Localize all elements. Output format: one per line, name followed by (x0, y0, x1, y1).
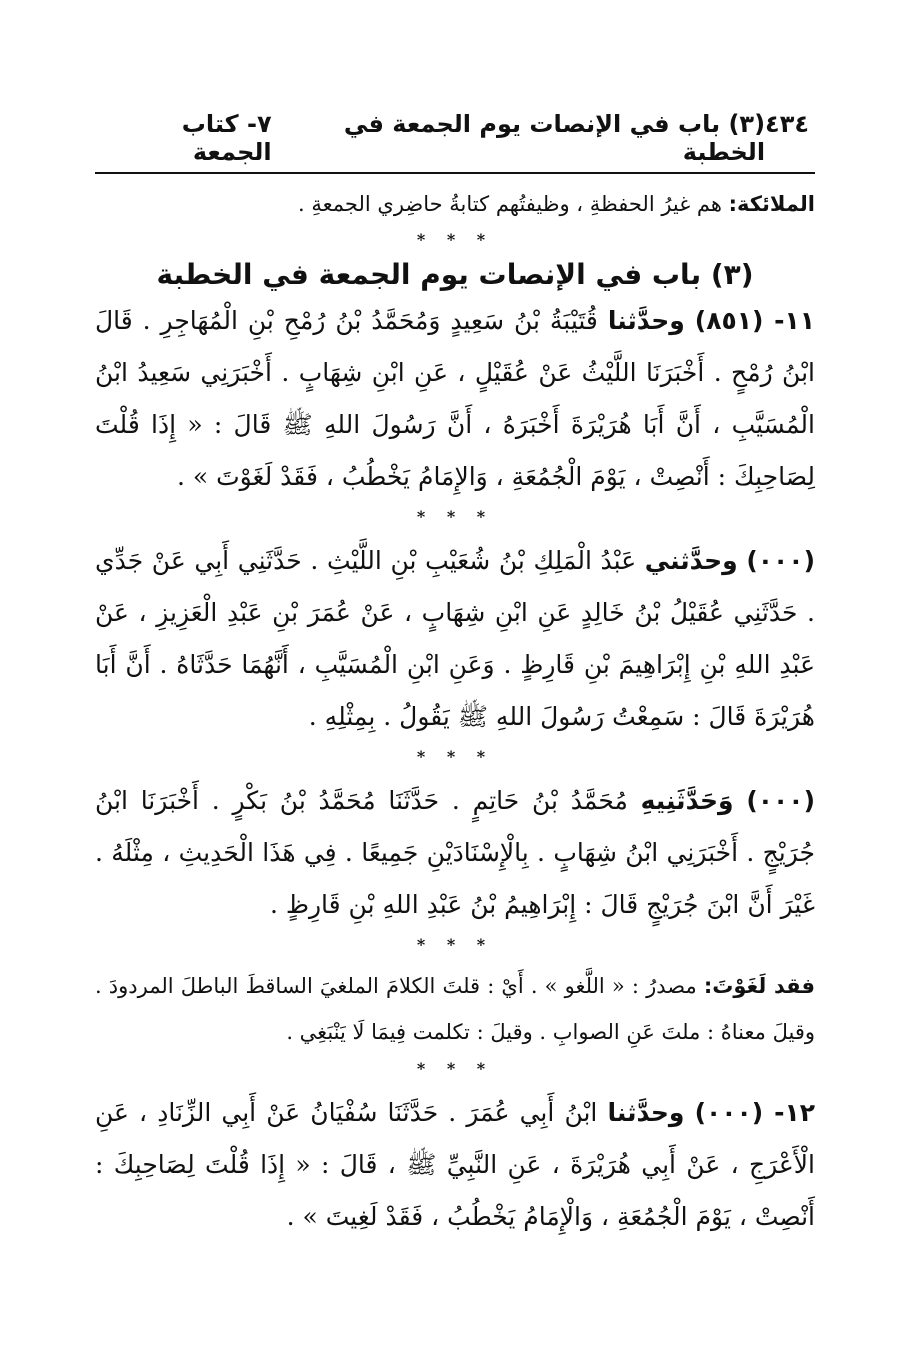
hadith-number: (٠٠٠) (746, 786, 815, 815)
separator-stars: * * * (416, 935, 494, 954)
hadith-paragraph (95, 295, 815, 503)
hadith-lead: وَحَدَّثَنِيهِ (640, 786, 734, 815)
note-term: الملائكة: (728, 192, 815, 216)
chapter-running-title: (٣) باب في الإنصات يوم الجمعة في الخطبة (343, 110, 766, 166)
gloss-note (95, 963, 815, 1055)
page-number: ٤٣٤ (765, 110, 809, 138)
running-header (95, 110, 815, 172)
hadith-number: ١١- (٨٥١) (694, 306, 815, 335)
hadith-lead: وحدَّثني (644, 546, 738, 575)
book-running-title: ٧- كتاب الجمعة (181, 110, 272, 166)
intro-note (95, 182, 815, 226)
hadith-number: (٠٠٠) (746, 546, 815, 575)
hadith-text: عَبْدُ الْمَلِكِ بْنُ شُعَيْبِ بْنِ اللَّيْثِ . حَدَّثَنِي أَبِي عَنْ جَدِّي . حَدَّثَنِي عُقَيْلُ بْنُ خَالِدٍ عَنِ ابْنِ شِهَابٍ ، عَنْ عُمَرَ بْنِ عَبْدِ الْعَزِيزِ ، عَنْ عَبْدِ اللهِ بْنِ إِبْرَاهِيمَ بْنِ قَارِظٍ . وَعَنِ ابْنِ الْمُسَيَّبِ ، أَنَّهُمَا حَدَّثَاهُ . أَنَّ أَبَا هُرَيْرَةَ قَالَ : سَمِعْتُ رَسُولَ اللهِ ﷺ يَقُولُ . بِمِثْلِهِ . (95, 546, 815, 731)
gloss-term: فقد لَغَوْتَ: (703, 974, 816, 998)
hadith-paragraph (95, 535, 815, 743)
hadith-lead: وحدَّثنا (607, 1098, 685, 1127)
separator-stars: * * * (416, 747, 494, 766)
separator-stars: * * * (416, 507, 494, 526)
separator-stars: * * * (416, 1059, 494, 1078)
book-page (95, 110, 815, 1243)
hadith-lead: وحدَّثنا (607, 306, 685, 335)
hadith-text: مُحَمَّدُ بْنُ حَاتِمٍ . حَدَّثَنَا مُحَمَّدُ بْنُ بَكْرٍ . أَخْبَرَنَا ابْنُ جُرَيْجٍ . أَخْبَرَنِي ابْنُ شِهَابٍ . بِالْإِسْنَادَيْنِ جَمِيعًا . فِي هَذَا الْحَدِيثِ ، مِثْلَهُ . غَيْرَ أَنَّ ابْنَ جُرَيْجٍ قَالَ : إِبْرَاهِيمُ بْنُ عَبْدِ اللهِ بْنِ قَارِظٍ . (95, 786, 815, 919)
hadith-text: ابْنُ أَبِي عُمَرَ . حَدَّثَنَا سُفْيَانُ عَنْ أَبِي الزِّنَادِ ، عَنِ الْأَعْرَجِ ، عَنْ أَبِي هُرَيْرَةَ ، عَنِ النَّبِيِّ ﷺ ، قَالَ : « إِذَا قُلْتَ لِصَاحِبِكَ : أَنْصِتْ ، يَوْمَ الْجُمُعَةِ ، وَالْإِمَامُ يَخْطُبُ ، فَقَدْ لَغِيتَ » . (95, 1098, 815, 1231)
gloss-text: مصدرُ : « اللَّغو » . أَيْ : قلتَ الكلامَ الملغيَ الساقطَ الباطلَ المردودَ . وقيلَ معناهُ : ملتَ عَنِ الصوابِ . وقيلَ : تكلمت فِيمَا لَا يَنْبَغِي . (95, 974, 815, 1044)
header-divider (95, 172, 815, 174)
hadith-paragraph (95, 1087, 815, 1243)
note-text: هم غيرُ الحفظةِ ، وظيفتُهم كتابةُ حاضِري الجمعةِ . (298, 192, 722, 216)
hadith-number: ١٢- (٠٠٠) (694, 1098, 815, 1127)
hadith-text: قُتَيْبَةُ بْنُ سَعِيدٍ وَمُحَمَّدُ بْنُ رُمْحِ بْنِ الْمُهَاجِرِ . قَالَ ابْنُ رُمْحٍ . أَخْبَرَنَا اللَّيْثُ عَنْ عُقَيْلٍ ، عَنِ ابْنِ شِهَابٍ . أَخْبَرَنِي سَعِيدُ ابْنُ الْمُسَيَّبِ ، أَنَّ أَبَا هُرَيْرَةَ أَخْبَرَهُ ، أَنَّ رَسُولَ اللهِ ﷺ قَالَ : « إِذَا قُلْتَ لِصَاحِبِكَ : أَنْصِتْ ، يَوْمَ الْجُمُعَةِ ، وَالإِمَامُ يَخْطُبُ ، فَقَدْ لَغَوْتَ » . (95, 306, 815, 491)
hadith-paragraph (95, 775, 815, 931)
separator-stars: * * * (416, 230, 494, 249)
section-title: (٣) باب في الإنصات يوم الجمعة في الخطبة (156, 258, 754, 291)
